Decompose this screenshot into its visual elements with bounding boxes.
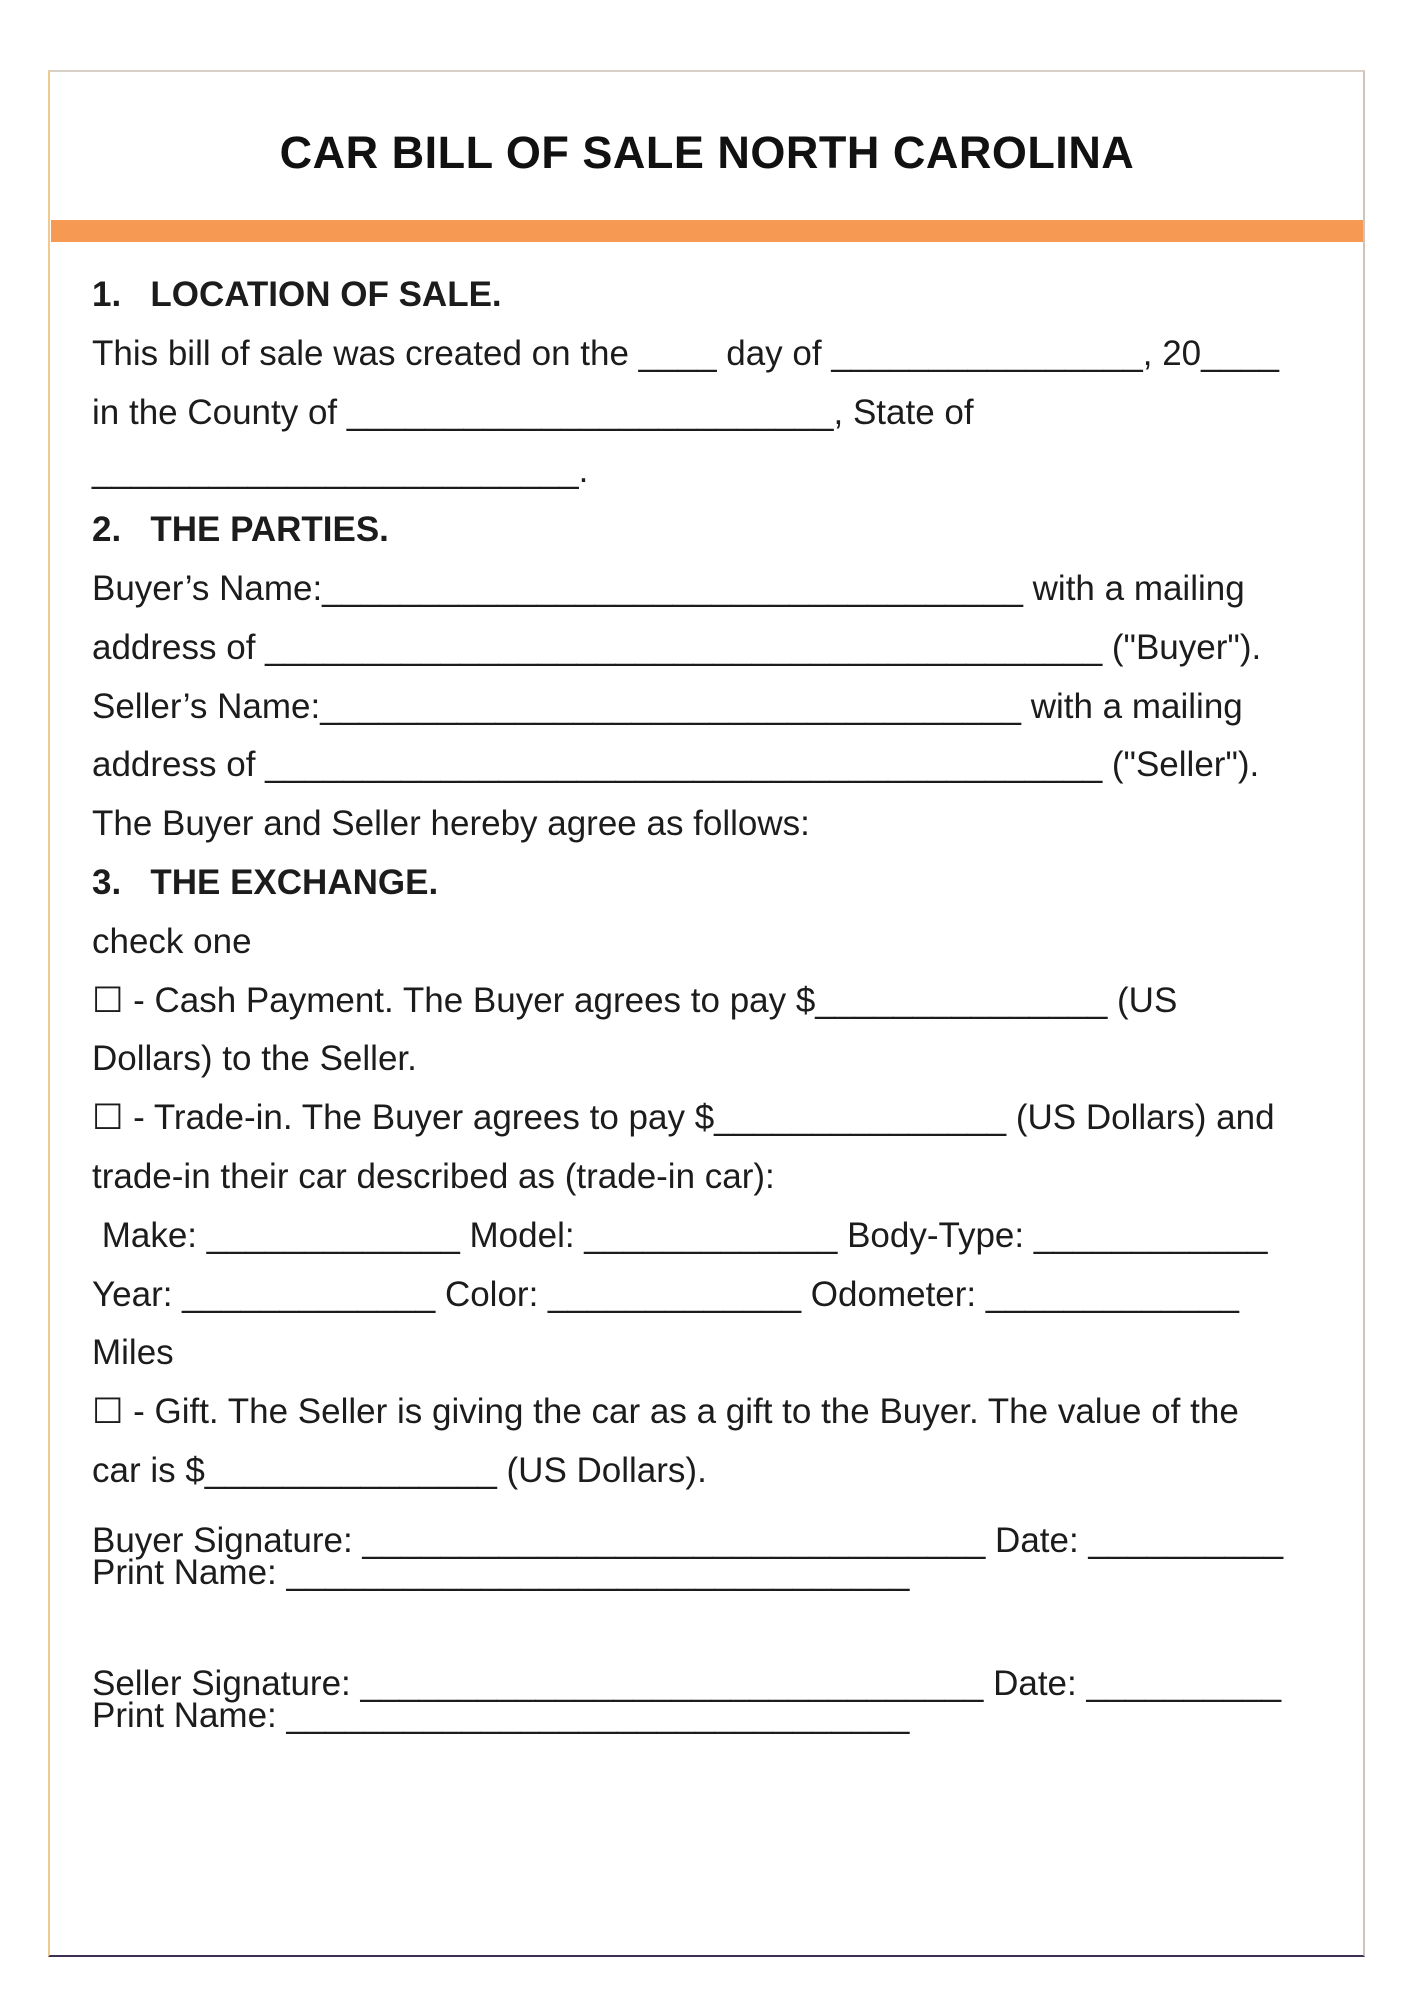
body-line: ☐ - Trade-in. The Buyer agrees to pay $_______________ (US Dollars) and <box>92 1098 1275 1138</box>
section-heading: 2. THE PARTIES. <box>92 510 389 550</box>
document-body <box>92 266 1332 1735</box>
body-line: Miles <box>92 1333 174 1373</box>
body-line: Buyer’s Name:____________________________________ with a mailing <box>92 568 1245 608</box>
body-line: check one <box>92 921 252 961</box>
body-line: _________________________. <box>92 451 589 491</box>
body-line: car is $_______________ (US Dollars). <box>92 1450 707 1490</box>
body-line: trade-in their car described as (trade-in car): <box>92 1156 775 1196</box>
body-line: ☐ - Cash Payment. The Buyer agrees to pay $_______________ (US <box>92 980 1178 1020</box>
body-lines <box>92 266 1332 1501</box>
section-heading: 1. LOCATION OF SALE. <box>92 275 502 314</box>
seller-signature-line: Seller Signature: ________________________________ Date: __________ <box>92 1663 1282 1703</box>
body-line: Year: _____________ Color: _____________ Odometer: _____________ <box>92 1274 1239 1314</box>
body-line: address of ___________________________________________ ("Seller"). <box>92 745 1260 785</box>
body-line: address of ___________________________________________ ("Buyer"). <box>92 627 1262 667</box>
buyer-signature-line: Buyer Signature: ________________________________ Date: __________ <box>92 1520 1284 1560</box>
body-line: This bill of sale was created on the ____ day of ________________, 20____ <box>92 333 1280 373</box>
body-line: ☐ - Gift. The Seller is giving the car as a gift to the Buyer. The value of the <box>92 1392 1239 1432</box>
seller-print-name-line: Print Name: ________________________________ <box>92 1695 910 1735</box>
document-title: CAR BILL OF SALE NORTH CAROLINA <box>279 127 1135 178</box>
accent-bar <box>51 220 1363 242</box>
body-line: The Buyer and Seller hereby agree as follows: <box>92 804 810 844</box>
buyer-print-name-line: Print Name: ________________________________ <box>92 1552 910 1592</box>
body-line: in the County of _________________________, State of <box>92 392 974 432</box>
section-heading: 3. THE EXCHANGE. <box>92 862 439 902</box>
body-line: Make: _____________ Model: _____________ Body-Type: ____________ <box>92 1215 1268 1255</box>
body-line: Dollars) to the Seller. <box>92 1039 417 1079</box>
body-line: Seller’s Name:____________________________________ with a mailing <box>92 686 1243 726</box>
